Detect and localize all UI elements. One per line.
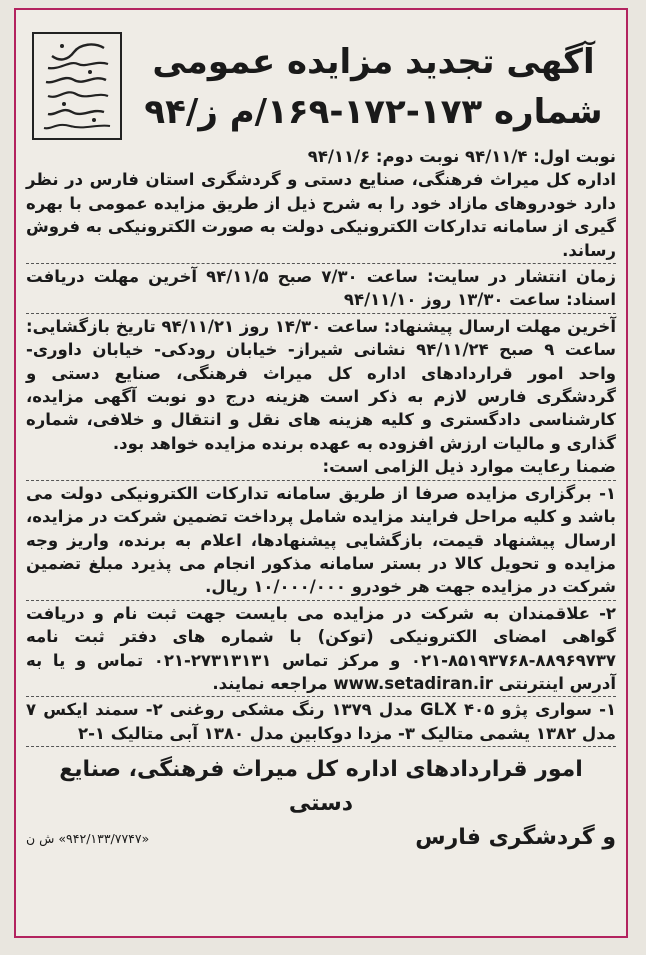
requirement-1: ۱- برگزاری مزایده صرفا از طریق سامانه تدارکات الکترونیکی دولت می باشد و کلیه مراحل فرایند مزایده شامل پرداخت تضمین شرکت در مزایده، ارسال پیشنهاد قیمت، بازگشایی پیشنهادها، اعلام به برنده، واریز وجه مزایده و تحویل کالا در بستر سامانه مذکور انجام می پذیرد مبلغ تضمین شرکت در مزایده جهت هر خودرو ۱۰/۰۰۰/۰۰۰ ریال. xyxy=(25,483,616,597)
notice-number: شماره ۱۷۳-۱۷۲-۱۶۹/م ز/۹۴ xyxy=(144,92,603,132)
divider xyxy=(26,480,616,481)
deadline-paragraph: آخرین مهلت ارسال پیشنهاد: ساعت ۱۴/۳۰ روز ۹۴/۱۱/۲۱ تاریخ بازگشایی: ساعت ۹ صبح ۹۴/۱۱/۲۴ نشانی شیراز- خیابان رودکی- خیابان داوری- واحد امور قراردادهای اداره کل میراث فرهنگی، صنایع دستی و گردشگری فارس لازم به ذکر است هزینه درج دو نوبت آگهی مزایده، کارشناسی دادگستری و کلیه هزینه های نقل و انتقال و خلافی، شماره گذاری و مالیات ارزش افزوده به عهده برنده مزایده خواهد بود. xyxy=(26,316,616,453)
notice-header xyxy=(26,20,616,145)
requirement-2 xyxy=(26,602,616,696)
requirements-heading: ضمنا رعایت موارد ذیل الزامی است: xyxy=(322,457,616,477)
divider xyxy=(26,696,616,697)
issuer-line-1: امور قراردادهای اداره کل میراث فرهنگی، صنایع دستی xyxy=(59,757,583,817)
requirement-2-text: ۲- علاقمندان به شرکت در مزایده می بایست جهت ثبت نام و دریافت گواهی امضای الکترونیکی (توکن) با شماره های دفتر ثبت نامه ۸۸۹۶۹۷۳۷-۸۵۱۹۳۷۶۸-۰۲۱ و مرکز تماس ۲۷۳۱۳۱۳۱-۰۲۱ تماس و یا به آدرس اینترنتی xyxy=(26,603,616,693)
notice-title: آگهی تجدید مزایده عمومی xyxy=(152,42,595,82)
notice-content xyxy=(26,20,616,926)
site-publication-paragraph: زمان انتشار در سایت: ساعت ۷/۳۰ صبح ۹۴/۱۱/۵ آخرین مهلت دریافت اسناد: ساعت ۱۳/۳۰ روز ۹۴/۱۱/۱۰ xyxy=(26,267,617,310)
notice-footer xyxy=(26,753,616,855)
footer-row xyxy=(26,821,616,855)
intro-paragraph: اداره کل میراث فرهنگی، صنایع دستی و گردشگری استان فارس در نظر دارد خودروهای مازاد خود را به شرح ذیل از طریق مزایده عمومی با بهره گیری از سامانه تدارکات الکترونیکی دولت به صورت الکترونیکی به فروش رساند. xyxy=(26,170,616,260)
notice-code: «۹۴۲/۱۳۳/۷۷۴۷» ش ن xyxy=(26,830,150,846)
cultural-heritage-logo-icon xyxy=(32,32,122,140)
website-suffix: مراجعه نمایند. xyxy=(212,673,334,693)
divider xyxy=(26,600,616,601)
notice-body xyxy=(26,145,616,747)
notice-frame xyxy=(14,8,628,938)
divider xyxy=(26,746,616,747)
website-link[interactable]: www.setadiran.ir xyxy=(333,673,493,693)
issuer-line-2: و گردشگری فارس xyxy=(415,825,616,851)
vehicle-list: ۱- سواری پژو ۴۰۵ GLX مدل ۱۳۷۹ رنگ مشکی روغنی ۲- سمند ایکس ۷ مدل ۱۳۸۲ یشمی متالیک ۳- مزدا دوکابین مدل ۱۳۸۰ آبی متالیک ۱-۲ xyxy=(26,700,617,743)
divider xyxy=(26,313,616,314)
publication-schedule: نوبت اول: ۹۴/۱۱/۴ نوبت دوم: ۹۴/۱۱/۶ xyxy=(307,147,616,166)
divider xyxy=(26,263,616,264)
